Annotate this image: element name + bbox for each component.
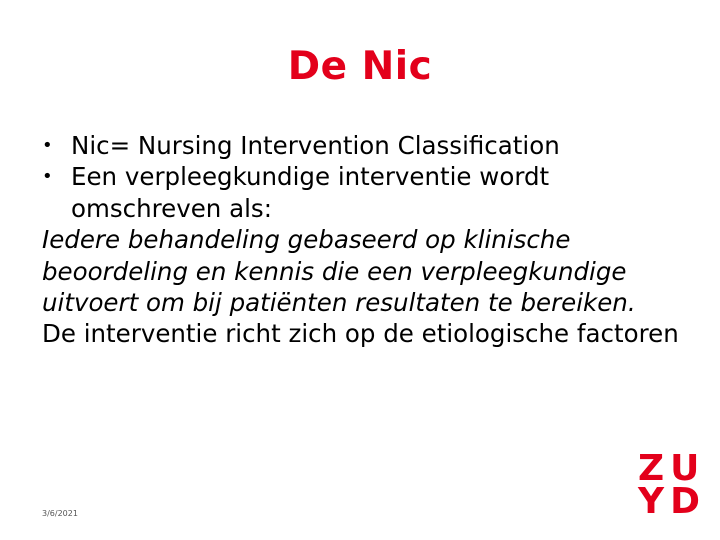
slide-date: 3/6/2021	[42, 509, 78, 518]
bullet-text: Nic= Nursing Intervention Classification	[71, 131, 560, 160]
zuyd-logo	[638, 448, 706, 522]
slide-body	[42, 130, 682, 350]
bullet-text: Een verpleegkundige interventie wordt omschreven als:	[71, 162, 550, 223]
logo-line-2: YD	[638, 481, 706, 522]
bullet-dot-icon: •	[42, 135, 53, 156]
closing-text: De interventie richt zich op de etiologische factoren	[42, 319, 679, 349]
bullet-item	[42, 130, 682, 161]
bullet-item	[42, 161, 682, 224]
logo-line-1: ZU	[638, 448, 706, 489]
slide-title: De Nic	[287, 44, 433, 89]
definition-text: Iedere behandeling gebaseerd op klinische beoordeling en kennis die een verpleegkundige uitvoert om bij patiënten resultaten te bereiken.	[42, 225, 636, 318]
bullet-dot-icon: •	[42, 166, 53, 188]
bullet-list	[42, 130, 682, 224]
